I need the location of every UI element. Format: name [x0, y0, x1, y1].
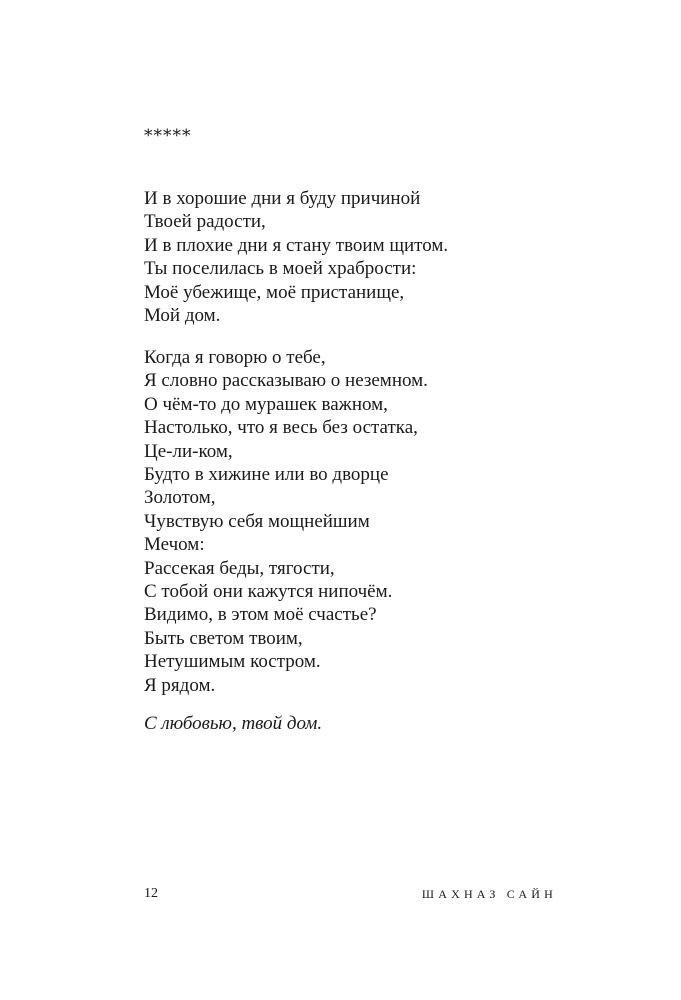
poem-line: Твоей радости, [144, 211, 266, 233]
poem-line: И в плохие дни я стану твоим щитом. [144, 234, 449, 256]
poem-line: С тобой они кажутся нипочём. [144, 581, 393, 603]
poem-line: Будто в хижине или во дворце [144, 464, 389, 486]
section-separator: ***** [144, 126, 192, 146]
poem-line: Мой дом. [144, 305, 221, 327]
poem-line: И в хорошие дни я буду причиной [144, 188, 421, 209]
poem-line: Видимо, в этом моё счастье? [144, 604, 377, 626]
stanza-2 [144, 346, 428, 697]
poem-line: Ты поселилась в моей храбрости: [144, 258, 417, 280]
poem-line: Моё убежище, моё пристанище, [144, 281, 405, 303]
poem-line: Це-ли-ком, [144, 440, 233, 462]
poem-line: Когда я говорю о тебе, [144, 347, 326, 368]
poem-line: Золотом, [144, 487, 216, 509]
page-number: 12 [144, 886, 158, 901]
poem-line: Нетушимым костром. [144, 651, 321, 673]
stanza-1 [144, 187, 448, 327]
poem-line: Я словно рассказываю о неземном. [144, 370, 428, 392]
poem-line: Я рядом. [144, 674, 216, 696]
poem-line: Настолько, что я весь без остатка, [144, 417, 418, 439]
poem-line: Быть светом твоим, [144, 627, 303, 649]
running-footer-author: ШАХНАЗ САЙН [421, 887, 557, 901]
poem-signature: С любовью, твой дом. [144, 713, 323, 734]
poem-line: О чём-то до мурашек важном, [144, 393, 388, 415]
poem-line: Рассекая беды, тягости, [144, 557, 335, 579]
poem-line: Чувствую себя мощнейшим [144, 510, 370, 532]
poem-line: Мечом: [144, 534, 205, 556]
